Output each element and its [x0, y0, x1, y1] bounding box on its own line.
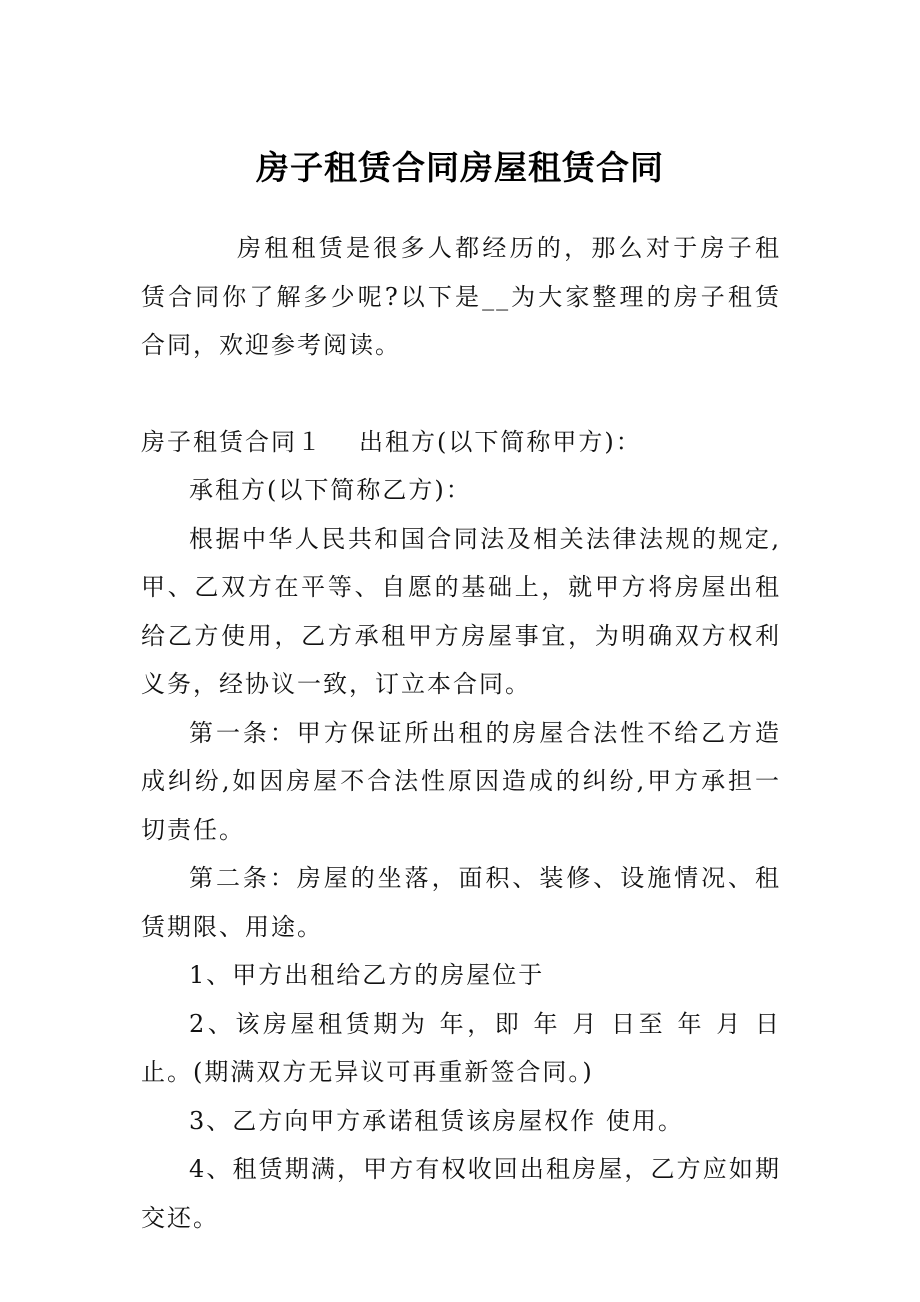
section-title: 房子租赁合同１: [141, 427, 323, 456]
section-heading-line: [141, 418, 781, 467]
lessor-line: 出租方(以下简称甲方)：: [359, 427, 642, 456]
item-4-paragraph: 4、租赁期满，甲方有权收回出租房屋，乙方应如期交还。: [141, 1155, 781, 1232]
article-2-paragraph: 第二条：房屋的坐落，面积、装修、设施情况、租赁期限、用途。: [141, 864, 781, 941]
item-1-paragraph: 1、甲方出租给乙方的房屋位于: [189, 961, 545, 989]
document-title: 房子租赁合同房屋租赁合同: [256, 148, 664, 187]
preamble-paragraph: 根据中华人民共和国合同法及相关法律法规的规定,甲、乙双方在平等、自愿的基础上，就甲方将房屋出租给乙方使用，乙方承租甲方房屋事宜，为明确双方权利义务，经协议一致，订立本合同。: [141, 524, 781, 698]
article-1-paragraph: 第一条：甲方保证所出租的房屋合法性不给乙方造成纠纷,如因房屋不合法性原因造成的纠纷,甲方承担一切责任。: [141, 718, 781, 844]
item-2-paragraph: 2、该房屋租赁期为 年，即 年 月 日至 年 月 日止。(期满双方无异议可再重新签合同。): [141, 1009, 781, 1086]
document-body: [141, 224, 781, 1242]
lessee-line: 承租方(以下简称乙方)：: [189, 476, 472, 504]
paragraph-gap: [141, 370, 781, 418]
intro-paragraph: 房租租赁是很多人都经历的，那么对于房子租赁合同你了解多少呢?以下是__为大家整理的房子租赁合同，欢迎参考阅读。: [141, 234, 781, 359]
item-3-paragraph: 3、乙方向甲方承诺租赁该房屋权作 使用。: [189, 1106, 684, 1135]
